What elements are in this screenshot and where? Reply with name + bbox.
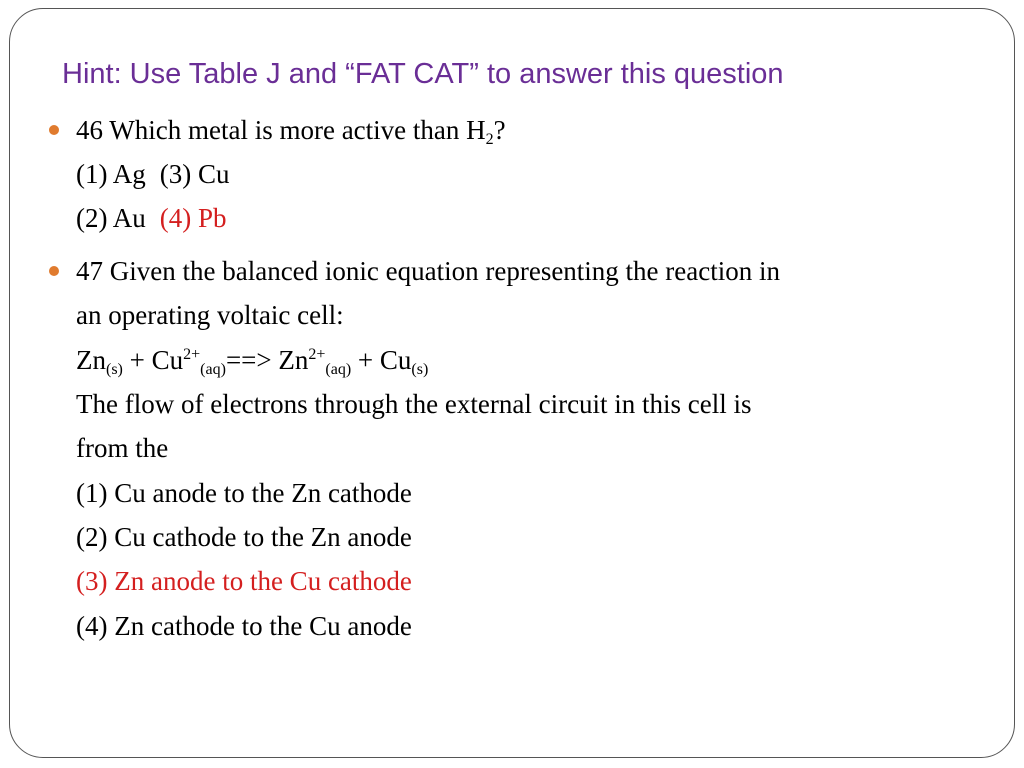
- bullet-icon: [49, 266, 59, 276]
- q47-option-4: (4) Zn cathode to the Cu anode: [76, 611, 412, 641]
- q47-equation: $Zn_{(s)} + Cu^{2+}_{(aq)}==> Zn^{2+}_{(aq)} + Cu_{(s)}$: [76, 345, 429, 378]
- q46-prompt: 46 Which metal is more active than $H_2$?: [76, 115, 506, 148]
- q47-option-2: (2) Cu cathode to the Zn anode: [76, 522, 412, 552]
- q47-line-4: The flow of electrons through the external circuit in this cell is: [76, 389, 752, 419]
- q47-line-2: an operating voltaic cell:: [76, 300, 344, 330]
- q46-options-row-2: [76, 205, 227, 232]
- bullet-icon: [49, 125, 59, 135]
- q47-line-1: 47 Given the balanced ionic equation representing the reaction in: [76, 256, 780, 286]
- q46-option-1: (1) Ag: [76, 159, 146, 189]
- q47-line-5: from the: [76, 433, 169, 463]
- q47-option-1: (1) Cu anode to the Zn cathode: [76, 478, 412, 508]
- q46-option-2: (2) Au: [76, 203, 146, 233]
- slide-title: Hint: Use Table J and “FAT CAT” to answer this question: [62, 58, 784, 90]
- q46-option-3: (3) Cu: [159, 159, 230, 189]
- q47-option-3-answer: (3) Zn anode to the Cu cathode: [76, 566, 412, 596]
- q46-option-4-answer: (4) Pb: [159, 203, 227, 233]
- q46-options-row-1: [76, 161, 230, 188]
